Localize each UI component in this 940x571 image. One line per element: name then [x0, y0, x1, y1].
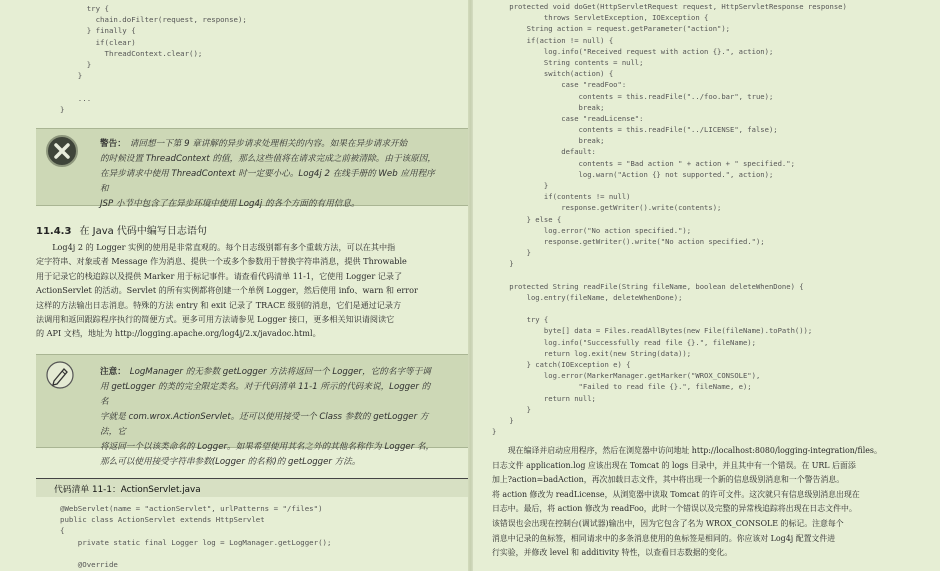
paragraph-line: Log4j 2 的 Logger 实例的使用是非常直观的。每个日志级别都有多个重载方法，可以在其中指 — [36, 242, 396, 252]
warning-note-text — [100, 137, 438, 212]
code-line: switch(action) { — [492, 69, 614, 79]
code-line: } catch(IOException e) { — [492, 360, 631, 369]
code-line: log.error(MarkerManager.getMarker("WROX_CONSOLE"), — [492, 371, 761, 381]
code-line: log.error("No action specified."); — [492, 225, 692, 235]
paragraph-line: 该错误也会出现在控制台(调试器)输出中，因为它包含了名为 WROX_CONSOLE 的标记。注意每个 — [492, 518, 844, 528]
paragraph-line: 法调用和返回跟踪程序执行的简便方式。更多可用方法请参见 Logger 接口，更多相关知识请阅读它 — [36, 314, 395, 325]
code-line: ... — [60, 93, 92, 103]
paragraph-line: 日志中。最后，将 action 修改为 readFoo，此时一个错误以及完整的异常栈追踪将出现在日志文件中。 — [492, 504, 857, 514]
code-line: return null; — [492, 393, 596, 403]
code-line: break; — [492, 102, 605, 112]
code-line: log.info("Successfully read file {}.", fileName); — [492, 337, 756, 347]
code-line: try { — [492, 315, 549, 325]
warning-icon — [46, 135, 78, 167]
code-line: return log.exit(new String(data)); — [492, 348, 692, 358]
code-line: } — [60, 104, 65, 114]
info-note — [36, 354, 468, 467]
info-line: 那么可以使用接受字符串参数(Logger 的名称)的 getLogger 方法。 — [100, 457, 361, 467]
code-line: } else { — [492, 214, 562, 224]
code-line: } — [492, 259, 514, 269]
code-line: } — [492, 415, 514, 425]
code-line: "Failed to read file {}.", fileName, e); — [492, 382, 752, 392]
code-line: } — [492, 181, 549, 190]
code-line: contents = "Bad action " + action + " specified."; — [492, 158, 795, 168]
code-line: protected void doGet(HttpServletRequest request, HttpServletResponse response) — [492, 2, 847, 11]
code-line: } — [492, 404, 531, 414]
code-line: } — [60, 71, 83, 81]
warning-line: 的时候设置 ThreadContext 的值，那么这些值将在请求完成之前被清除。由于该原因， — [100, 154, 436, 164]
paragraph-line: 的 API 文档，地址为 http://logging.apache.org/log4j/2.x/javadoc.html。 — [36, 328, 321, 339]
warning-label: 警告： — [100, 139, 126, 149]
warning-line: 在异步请求中使用 ThreadContext 时一定要小心。Log4j 2 在线手册的 Web 应用程序和 — [100, 169, 435, 194]
code-line: response.getWriter().write("No action specified."); — [492, 236, 765, 246]
code-line: public class ActionServlet extends HttpServlet — [60, 515, 265, 525]
code-line — [60, 81, 247, 92]
code-line: if(clear) — [60, 37, 136, 47]
code-line: @Override — [60, 559, 118, 569]
code-line: response.getWriter().write(contents); — [492, 203, 722, 213]
body-paragraph-right — [492, 444, 936, 561]
code-line: contents = this.readFile("../foo.bar", true); — [492, 91, 774, 101]
code-block-top — [60, 3, 247, 115]
code-line: @WebServlet(name = "actionServlet", urlPatterns = "/files") — [60, 504, 323, 513]
paragraph-line: 用于记录它的栈追踪以及提供 Marker 用于标记事件。请查看代码清单 11-1，它使用 Logger 记录了 — [36, 270, 403, 281]
info-line: 字就是 com.wrox.ActionServlet。还可以使用接受一个 Class 参数的 getLogger 方法，它 — [100, 412, 429, 437]
warning-line: 请回想一下第 9 章讲解的异步请求处理相关的内容。如果在异步请求开始 — [129, 139, 408, 149]
section-title: 在 Java 代码中编写日志语句 — [79, 226, 207, 237]
code-line: case "readFoo": — [492, 80, 627, 90]
body-paragraph — [36, 240, 468, 341]
code-line — [60, 548, 331, 559]
listing-header — [36, 478, 468, 497]
code-line: chain.doFilter(request, response); — [60, 15, 247, 25]
code-line: default: — [492, 147, 596, 157]
paragraph-line: 消息中记录的鱼标签，相同请求中的多条消息使用的鱼标签是相同的。你应该对 Log4j 配置文件进 — [492, 533, 836, 543]
code-line: log.warn("Action {} not supported.", action); — [492, 169, 774, 179]
warning-note — [36, 128, 468, 209]
code-line: log.info("Received request with action {}.", action); — [492, 46, 774, 56]
code-line: contents = this.readFile("../LICENSE", false); — [492, 125, 778, 135]
code-line: if(contents != null) — [492, 192, 631, 202]
info-line: 将返回一个以该类命名的 Logger。如果希望使用其名之外的其他名称作为 Logger 名， — [100, 442, 435, 452]
code-line: throws ServletException, IOException { — [492, 13, 709, 23]
right-page — [472, 0, 940, 571]
code-line — [492, 303, 847, 314]
code-line: { — [60, 526, 65, 536]
code-line: byte[] data = Files.readAllBytes(new File(fileName).toPath()); — [492, 326, 813, 336]
paragraph-line: 定字符串、对象或者 Message 作为消息、提供一个或多个参数用于替换字符串消息，提供 Throwable — [36, 256, 407, 267]
code-line: try { — [60, 4, 109, 13]
paragraph-line: ActionServlet 的活动。Servlet 的所有实例都将创建一个单例 Logger，然后使用 info、warn 和 error — [36, 285, 418, 296]
pencil-icon — [46, 361, 74, 389]
paragraph-line: 加上?action=badAction，再次加载日志文件，其中将出现一个新的信息级别消息和一个警告消息。 — [492, 475, 845, 485]
code-line: private static final Logger log = LogManager.getLogger(); — [60, 537, 332, 547]
code-line: } — [60, 59, 92, 69]
info-note-text — [100, 365, 438, 470]
code-block-right — [492, 1, 847, 437]
info-line: LogManager 的无参数 getLogger 方法将返回一个 Logger，它的名字等于调 — [129, 367, 431, 377]
code-line: String action = request.getParameter("action"); — [492, 24, 730, 34]
paragraph-line: 将 action 修改为 readLicense，从浏览器中读取 Tomcat 的许可文件。这次就只有信息级别消息出现在 — [492, 489, 860, 499]
code-line: ThreadContext.clear(); — [60, 48, 203, 58]
code-line: break; — [492, 136, 605, 146]
code-line: case "readLicense": — [492, 113, 644, 123]
info-label: 注意： — [100, 367, 126, 377]
code-line: log.entry(fileName, deleteWhenDone); — [492, 292, 683, 302]
code-line: String contents = null; — [492, 57, 644, 67]
code-line: } — [492, 427, 497, 437]
paragraph-line: 这样的方法输出日志消息。特殊的方法 entry 和 exit 记录了 TRACE 级别的消息，它们是通过记录方 — [36, 299, 402, 310]
section-heading — [36, 222, 207, 237]
code-line: } — [492, 248, 531, 258]
code-line: if(action != null) { — [492, 35, 614, 45]
code-line — [492, 270, 847, 281]
code-line: } finally { — [60, 26, 136, 36]
paragraph-line: 行实验，并修改 level 和 additivity 特性，以查看日志数据的变化。 — [492, 548, 733, 558]
listing-title: 代码清单 11-1：ActionServlet.java — [54, 485, 201, 495]
warning-line: JSP 小节中包含了在异步环境中使用 Log4j 的各个方面的有用信息。 — [100, 199, 360, 209]
code-line: protected String readFile(String fileName, boolean deleteWhenDone) { — [492, 281, 804, 291]
section-number: 11.4.3 — [36, 226, 72, 237]
info-line: 用 getLogger 的类的完全限定类名。对于代码清单 11-1 所示的代码来说，Logger 的名 — [100, 382, 431, 407]
paragraph-line: 日志文件 application.log 应该出现在 Tomcat 的 logs 目录中，并且其中有一个错误。在 URL 后面添 — [492, 460, 856, 470]
paragraph-line: 现在编译并启动应用程序，然后在浏览器中访问地址 http://localhost:8080/logging-integration/files。 — [492, 446, 882, 455]
code-block-bottom — [60, 503, 331, 570]
